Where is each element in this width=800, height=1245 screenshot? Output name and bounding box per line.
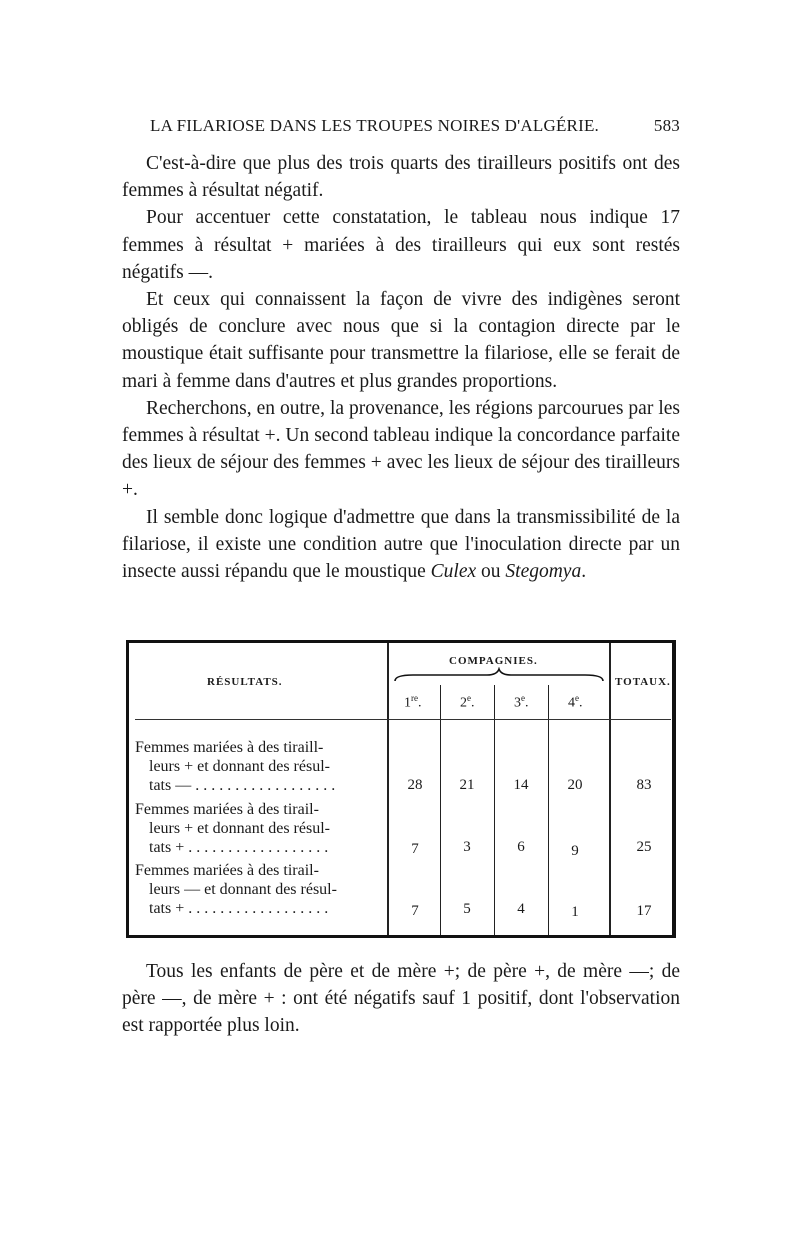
table-cell: 6: [517, 839, 525, 855]
table-cell: 9: [571, 843, 579, 859]
page-number: 583: [653, 116, 680, 135]
closing-text: [122, 958, 680, 1040]
table-cell: 28: [407, 777, 423, 793]
stegomya-term: Stegomya: [505, 561, 582, 583]
table-cell: 4: [517, 901, 525, 917]
compagnies-brace: [393, 667, 605, 683]
table-total: 17: [636, 903, 652, 919]
paragraph-6: Tous les enfants de père et de mère +; de père +, de mère —; de père —, de mère + : ont été négatifs sauf 1 positif, dont l'observation est rapportée plus loin.: [122, 961, 680, 1037]
col-divider: [609, 643, 611, 935]
company-2-header: 2e.: [460, 693, 475, 711]
table-row-label: Femmes mariées à des tirail- leurs + et donnant des résul- tats + . . . . . . . . . . . . . . . . . .: [135, 801, 330, 856]
table-row-label: Femmes mariées à des tiraill- leurs + et donnant des résul- tats — . . . . . . . . . . . . . . . . . .: [135, 739, 336, 794]
or-word: ou: [476, 561, 506, 583]
table-cell: 7: [411, 903, 419, 919]
table-cell: 20: [567, 777, 583, 793]
header-totaux: TOTAUX.: [615, 676, 671, 688]
paragraph-1: C'est-à-dire que plus des trois quarts des tirailleurs positifs ont des femmes à résultat négatif.: [122, 153, 680, 202]
col-divider: [548, 685, 549, 935]
col-divider: [440, 685, 441, 935]
table-total: 83: [636, 777, 652, 793]
company-1-header: 1re.: [404, 693, 422, 711]
paragraph-5-text: Il semble donc logique d'admettre que dans la transmissibilité de la filariose, il existe une condition autre que l'inoculation directe par un insecte aussi répandu que le moustique: [122, 506, 680, 583]
col-divider: [494, 685, 495, 935]
col-divider: [387, 643, 389, 935]
table-cell: 21: [459, 777, 475, 793]
running-title: LA FILARIOSE DANS LES TROUPES NOIRES D'ALGÉRIE.: [150, 116, 599, 135]
body-text: [122, 150, 680, 585]
paragraph-2: Pour accentuer cette constatation, le tableau nous indique 17 femmes à résultat + mariées à des tirailleurs qui eux sont restés négatifs —.: [122, 207, 680, 283]
paragraph-5: [122, 504, 680, 586]
table-cell: 3: [463, 839, 471, 855]
table-total: 25: [636, 839, 652, 855]
paragraph-5-end: .: [581, 561, 587, 583]
paragraph-3: Et ceux qui connaissent la façon de vivre des indigènes seront obligés de conclure avec nous que si la contagion directe par le moustique était suffisante pour transmettre la filariose, elle se ferait de mari à femme dans d'autres et plus grandes proportions.: [122, 289, 680, 392]
header-resultats: RÉSULTATS.: [207, 676, 283, 688]
company-3-header: 3e.: [514, 693, 529, 711]
results-table: [126, 640, 676, 938]
table-cell: 7: [411, 841, 419, 857]
header-compagnies: COMPAGNIES.: [449, 655, 538, 667]
table-row-label: Femmes mariées à des tirail- leurs — et donnant des résul- tats + . . . . . . . . . . . . . . . . . .: [135, 862, 337, 917]
table-cell: 5: [463, 901, 471, 917]
culex-term: Culex: [430, 561, 477, 583]
table-cell: 14: [513, 777, 529, 793]
company-4-header: 4e.: [568, 693, 583, 711]
header-rule: [135, 719, 671, 720]
paragraph-4: Recherchons, en outre, la provenance, les régions parcourues par les femmes à résultat +. Un second tableau indique la concordance parfaite des lieux de séjour des femmes + avec les lieux de séjour des tirailleurs +.: [122, 397, 680, 501]
table-cell: 1: [571, 904, 579, 920]
